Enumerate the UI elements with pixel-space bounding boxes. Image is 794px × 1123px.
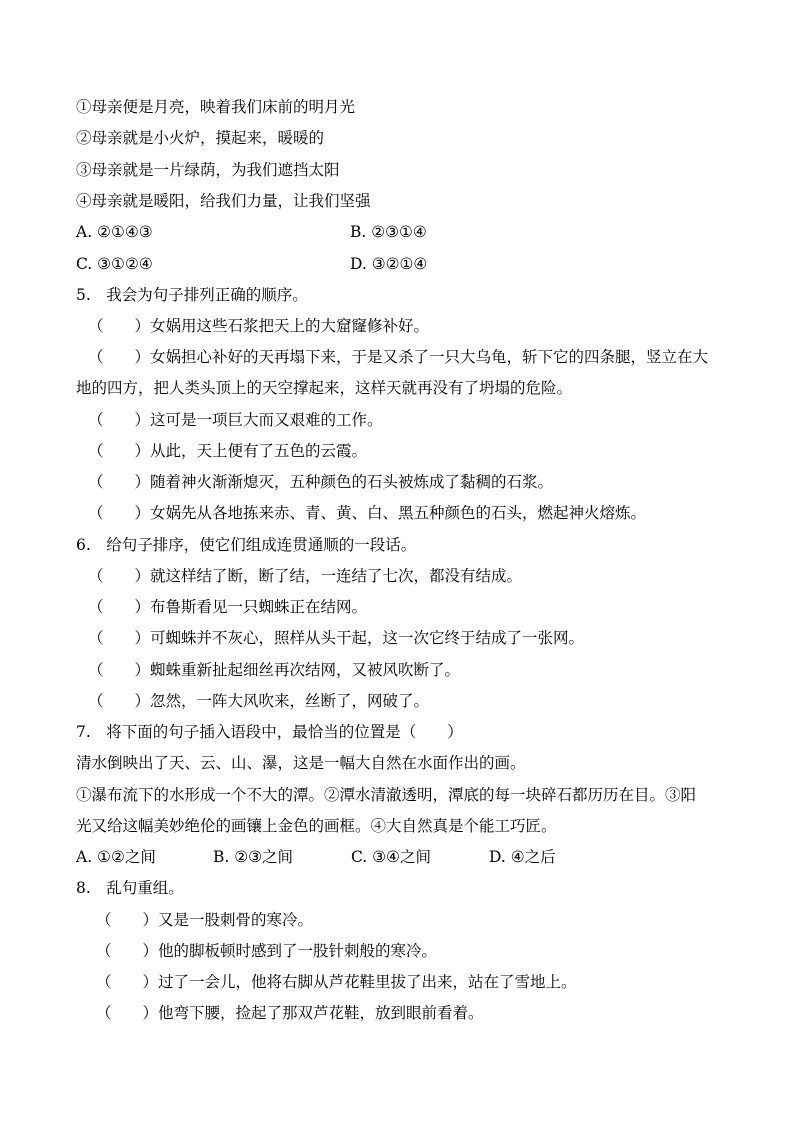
sentence-text: 随着神火渐渐熄灭，五种颜色的石头被炼成了黏稠的石浆。: [150, 473, 554, 491]
q6-sentence-4: [88, 660, 460, 680]
sentence-text: 从此，天上便有了五色的云霞。: [150, 442, 368, 460]
sentence-text: 他的脚板顿时感到了一股针刺般的寒冷。: [158, 942, 438, 960]
sentence-text: 布鲁斯看见一只蜘蛛正在结网。: [150, 598, 368, 616]
q7-option-c[interactable]: C. ③④之间: [351, 848, 431, 866]
q5-sentence-6: [88, 503, 646, 523]
sentence-text: 他弯下腰，捡起了那双芦花鞋，放到眼前看着。: [158, 1004, 484, 1022]
q5-sentence-1: [88, 316, 429, 336]
q6-stem: 6. 给句子排序，使它们组成连贯通顺的一段话。: [76, 536, 417, 554]
q7-passage-line-1: ①瀑布流下的水形成一个不大的潭。②潭水清澈透明，潭底的每一块碎石都历历在目。③阳: [76, 786, 697, 804]
q4-option-c[interactable]: C. ③①②④: [76, 255, 153, 273]
answer-blank[interactable]: （ ）: [96, 911, 159, 929]
answer-blank[interactable]: （ ）: [88, 411, 151, 429]
q4-option-d[interactable]: D. ③②①④: [350, 255, 428, 273]
q7-option-b[interactable]: B. ②③之间: [213, 848, 294, 866]
q4-item-1: ①母亲便是月亮，映着我们床前的明月光: [76, 98, 356, 116]
q8-sentence-4: [96, 1003, 484, 1023]
sentence-text: 又是一股刺骨的寒冷。: [158, 911, 314, 929]
q8-sentence-2: [96, 941, 437, 961]
sentence-text: 就这样结了断，断了结，一连结了七次，都没有结成。: [150, 567, 523, 585]
q8-sentence-1: [96, 910, 313, 930]
q8-sentence-3: [96, 972, 577, 992]
q7-passage-line-2: 光又给这幅美妙绝伦的画镶上金色的画框。④大自然真是个能工巧匠。: [76, 817, 557, 835]
q5-sentence-2-continuation: 地的四方，把人类头顶上的天空撑起来，这样天就再没有了坍塌的危险。: [76, 379, 573, 397]
sentence-text: 女娲先从各地拣来赤、青、黄、白、黑五种颜色的石头，燃起神火熔炼。: [150, 504, 647, 522]
answer-blank[interactable]: （ ）: [96, 1004, 159, 1022]
sentence-text: 可蜘蛛并不灰心，照样从头干起，这一次它终于结成了一张网。: [150, 629, 585, 647]
answer-blank[interactable]: （ ）: [96, 942, 159, 960]
sentence-text: 女娲用这些石浆把天上的大窟窿修补好。: [150, 317, 430, 335]
answer-blank[interactable]: （ ）: [88, 473, 151, 491]
q5-sentence-5: [88, 472, 553, 492]
q4-item-2: ②母亲就是小火炉，摸起来，暖暖的: [76, 129, 325, 147]
answer-blank[interactable]: （ ）: [88, 504, 151, 522]
q5-sentence-2: [88, 347, 708, 367]
answer-blank[interactable]: （ ）: [88, 629, 151, 647]
answer-blank[interactable]: （ ）: [88, 692, 151, 710]
sentence-text: 这可是一项巨大而又艰难的工作。: [150, 411, 383, 429]
sentence-text: 忽然，一阵大风吹来，丝断了，网破了。: [150, 692, 430, 710]
q4-item-3: ③母亲就是一片绿荫，为我们遮挡太阳: [76, 161, 340, 179]
answer-blank[interactable]: （ ）: [88, 567, 151, 585]
q7-option-a[interactable]: A. ①②之间: [76, 848, 156, 866]
answer-blank[interactable]: （ ）: [88, 442, 151, 460]
q7-stem: 7. 将下面的句子插入语段中，最恰当的位置是（ ）: [76, 723, 463, 741]
sentence-text: 过了一会儿，他将右脚从芦花鞋里拔了出来，站在了雪地上。: [158, 973, 577, 991]
q6-sentence-3: [88, 628, 584, 648]
answer-blank[interactable]: （ ）: [88, 598, 151, 616]
q6-sentence-5: [88, 691, 429, 711]
answer-blank[interactable]: （ ）: [88, 661, 151, 679]
sentence-text: 女娲担心补好的天再塌下来，于是又杀了一只大乌龟，斩下它的四条腿，竖立在大: [150, 348, 709, 366]
q5-sentence-3: [88, 410, 383, 430]
answer-blank[interactable]: （ ）: [88, 348, 151, 366]
q6-sentence-1: [88, 566, 522, 586]
q7-insert-sentence: 清水倒映出了天、云、山、瀑，这是一幅大自然在水面作出的画。: [76, 754, 526, 772]
q4-option-a[interactable]: A. ②①④③: [76, 223, 153, 241]
q7-option-d[interactable]: D. ④之后: [489, 848, 556, 866]
answer-blank[interactable]: （ ）: [88, 317, 151, 335]
answer-blank[interactable]: （ ）: [96, 973, 159, 991]
q5-sentence-4: [88, 441, 367, 461]
q8-stem: 8. 乱句重组。: [76, 879, 184, 897]
q6-sentence-2: [88, 597, 367, 617]
sentence-text: 蜘蛛重新扯起细丝再次结网，又被风吹断了。: [150, 661, 461, 679]
q5-stem: 5. 我会为句子排列正确的顺序。: [76, 286, 308, 304]
q4-option-b[interactable]: B. ②③①④: [350, 223, 427, 241]
q4-item-4: ④母亲就是暖阳，给我们力量，让我们坚强: [76, 192, 371, 210]
